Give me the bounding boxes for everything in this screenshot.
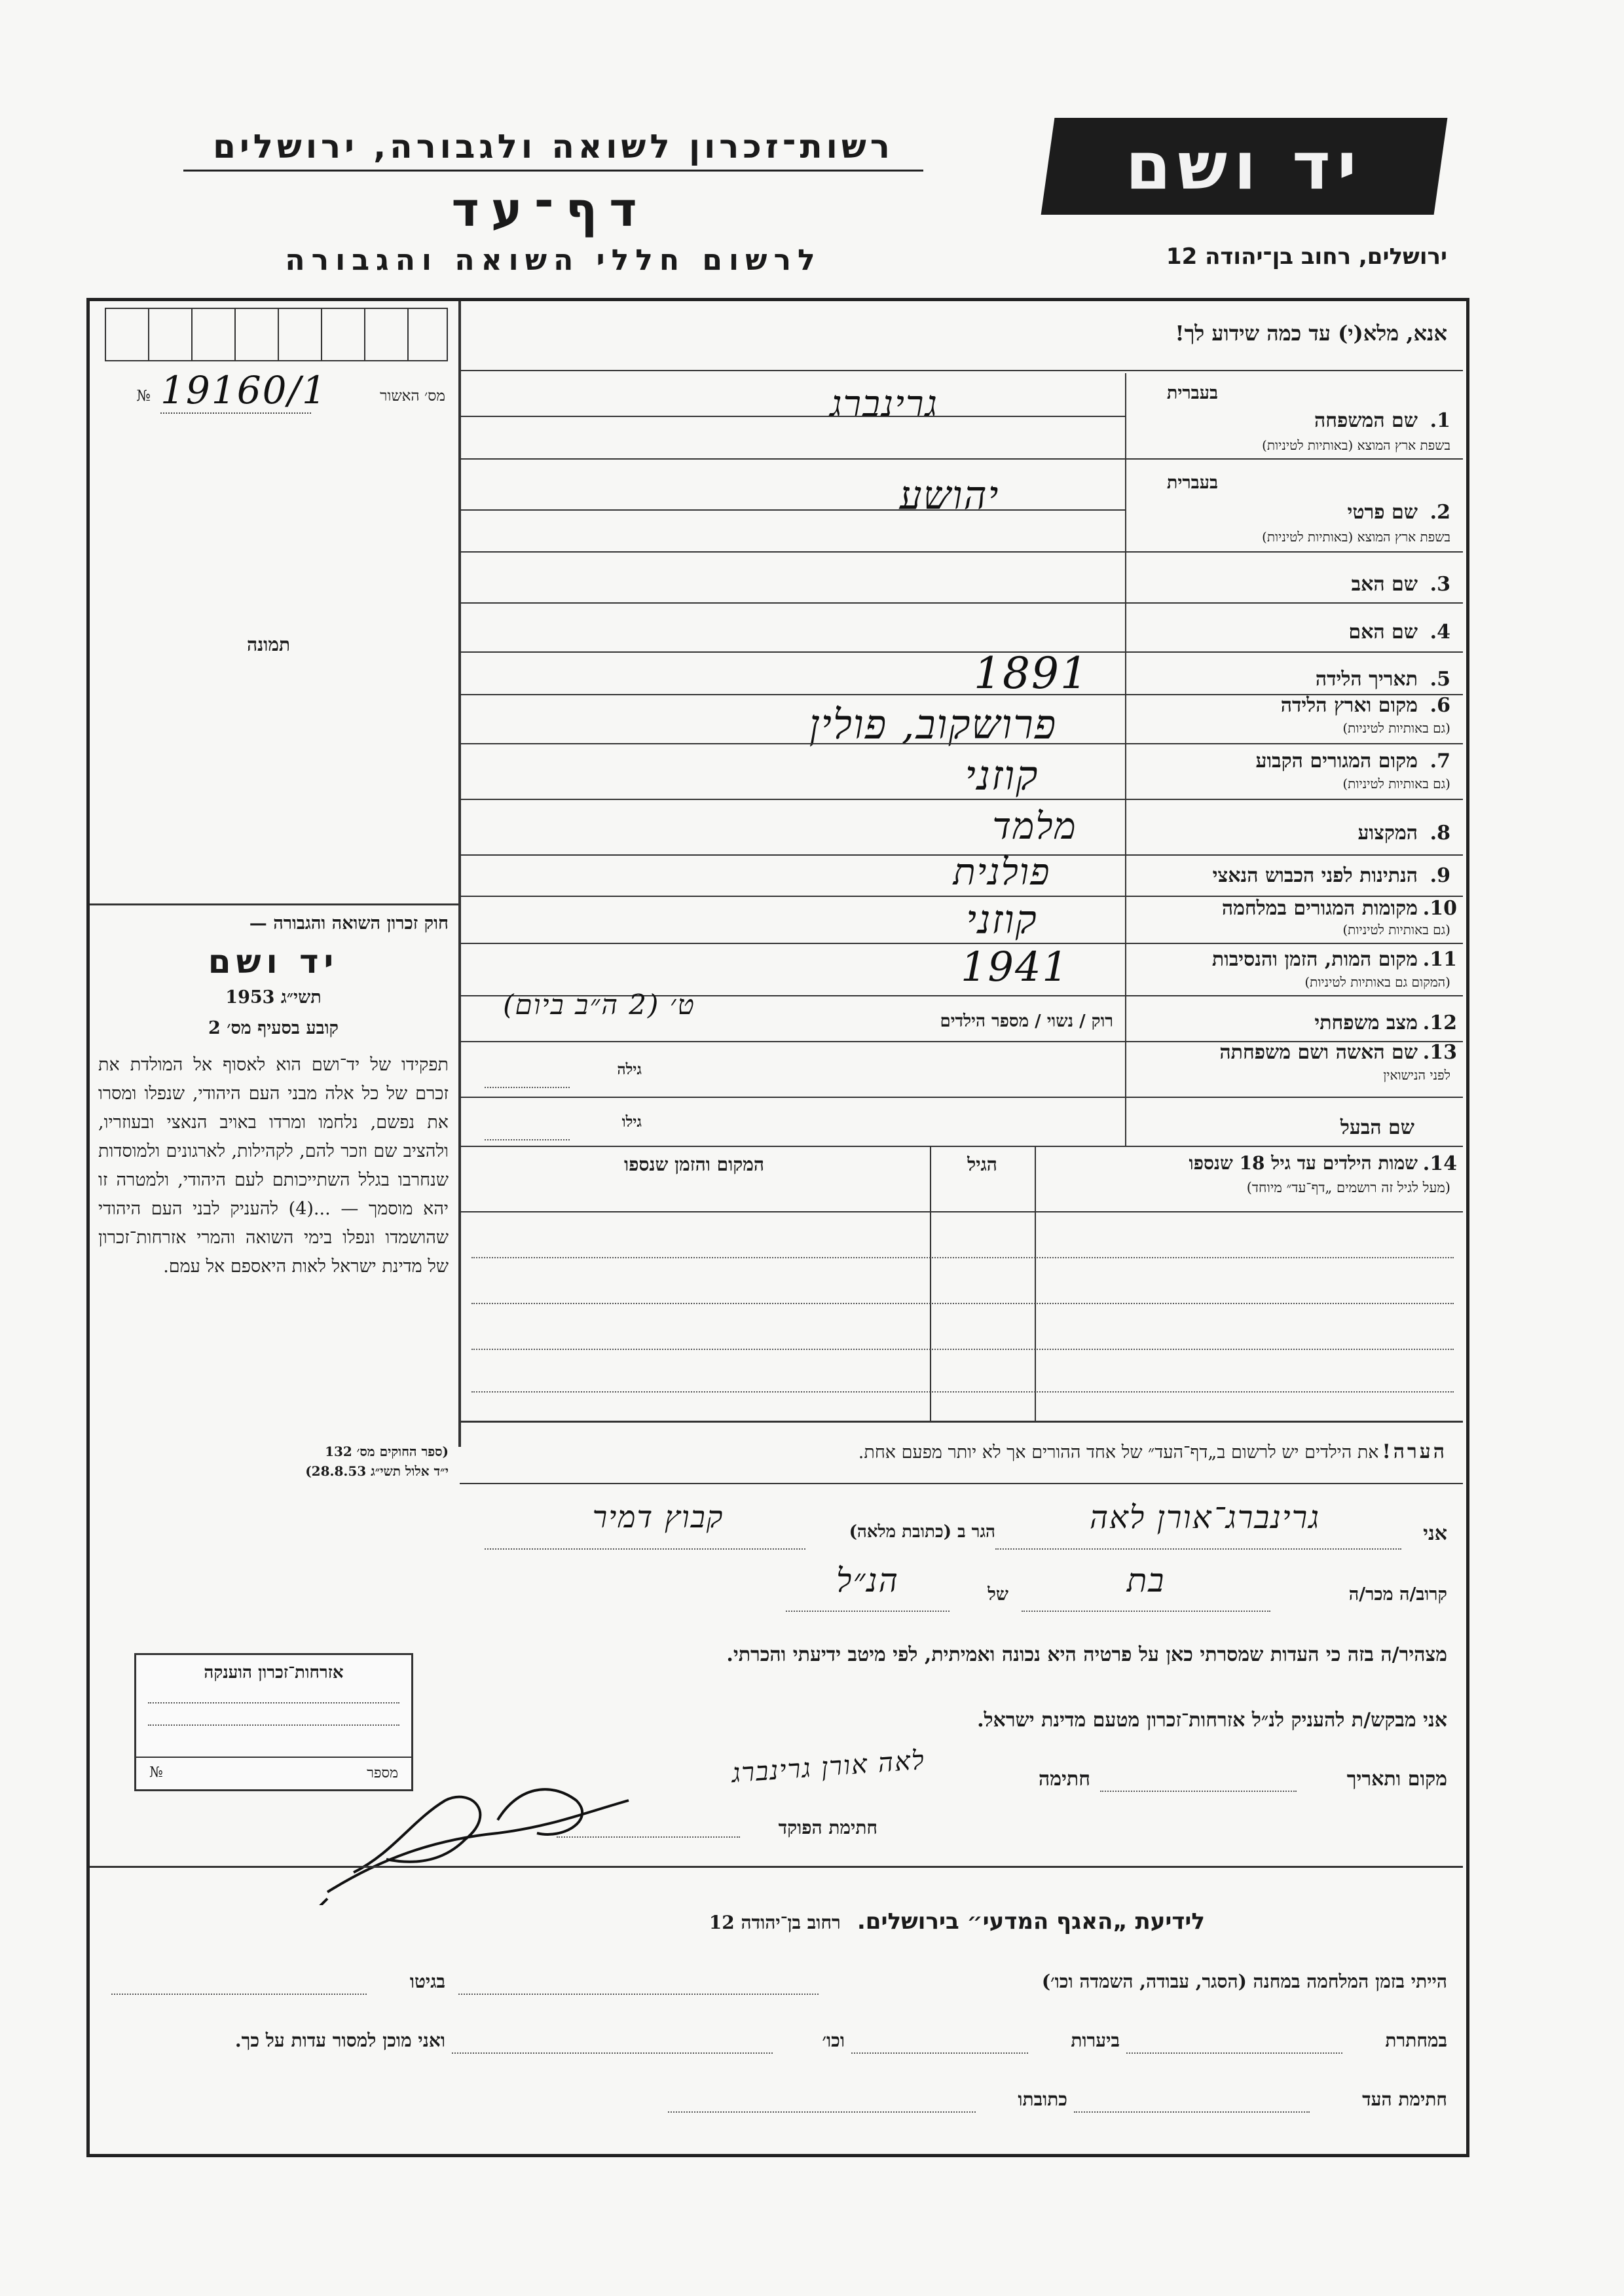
marital-value[interactable]: ט׳ (2 ה״ב ביום) [503,989,695,1021]
children-col-age: הגיל [967,1154,997,1175]
children-sub: (מעל לגיל זה רושמים „דף־עד״ מיוחד) [1246,1180,1450,1195]
ghetto-label: בגיטו [409,1971,445,1992]
citizenship-number-label: מספר [367,1765,398,1781]
form-title: דף־עד [451,182,649,237]
relative-value[interactable]: בת [1126,1561,1166,1599]
witness-sig-field[interactable] [1074,2111,1310,2113]
table-row[interactable] [471,1391,1454,1393]
field-num: 3. [1430,573,1450,596]
hebrew-tag: בעברית [1166,383,1218,403]
marital-options: רוק / נשוי / מספר הילדים [940,1011,1113,1031]
underground-field[interactable] [1126,2052,1342,2054]
law-name: יד ושם [208,943,339,981]
approval-no-sign: № [136,388,151,405]
declaration-text: מצהיר/ה בזה כי העדות שמסרתי כאן על פרטיה היא נכונה ואמיתית, לפי מיטב ידיעתי והכרתי. [726,1643,1447,1666]
declarant-address-value[interactable]: קבוץ דמיר [592,1499,724,1535]
field-num: 5. [1430,668,1450,691]
children-num: 14. [1422,1152,1457,1175]
field-num: 10. [1422,897,1457,920]
forests-label: ביערות [1071,2030,1120,2051]
field-sub: בשפת ארץ המוצא (באותיות לטיניות) [1262,437,1450,453]
field-label: מקומות המגורים במלחמה [1221,897,1418,920]
place-date-label: מקום ותאריך [1346,1768,1447,1791]
signature-value[interactable]: לאה אורן גרינברג [730,1745,927,1789]
family-name-value[interactable]: גרינברג [830,383,938,426]
field-num: 1. [1430,409,1450,432]
witness-sig-label: חתימת העד [1362,2088,1447,2110]
field-num: 9. [1430,864,1450,887]
underground-label: במחתרת [1385,2030,1447,2051]
field-num: 4. [1430,621,1450,644]
table-row[interactable] [471,1349,1454,1350]
field-num: 12. [1422,1011,1457,1034]
law-clause: קובע בסעיף מס׳ 2 [208,1018,339,1038]
field-num: 2. [1430,501,1450,524]
citizenship-value[interactable]: פולנית [953,851,1051,894]
declarant-ani: אני [1423,1522,1447,1545]
age-wife-label: גילה [617,1061,642,1078]
residence-value[interactable]: קוזני [965,752,1039,799]
field-label: שם המשפחה [1314,409,1418,432]
declarant-resides: הגר ב (כתובת מלאה) [849,1522,995,1542]
note-label: הערה! [1382,1440,1447,1463]
law-year: תשי״ג 1953 [225,987,322,1008]
place-date-field[interactable] [1100,1791,1297,1792]
field-label: שם האב [1351,573,1418,596]
field-sub: בשפת ארץ המוצא (באותיות לטיניות) [1262,529,1450,545]
field-label: מקום המגורים הקבוע [1255,750,1418,773]
field-label: הנתינות לפני הכבוש הנאצי [1212,864,1418,887]
birth-date-value[interactable]: 1891 [974,648,1089,699]
science-address: רחוב בן־יהודה 12 [709,1912,841,1933]
etc-label: וכו׳ [822,2030,845,2051]
of-value[interactable]: הנ״ל [836,1561,899,1599]
yad-vashem-logo [1041,118,1448,215]
field-num: 7. [1430,750,1450,773]
instruction: אנא, מלא(י) עד כמה שידוע לך! [1175,321,1447,346]
citizenship-no-sign: № [149,1764,163,1781]
request-text: אני מבקש/ת להעניק לנ״ל אזרחות־זכרון מטעם מדינת ישראל. [977,1709,1447,1732]
approval-label: מס׳ האשור [380,388,445,405]
relative-label: קרוב/ה מכר/ה [1348,1584,1447,1605]
first-name-value[interactable]: יהושע [899,473,1000,519]
field-label: מקום וארץ הלידה [1280,694,1418,717]
officer-signature-label: חתימת הפוקד [778,1817,877,1838]
ghetto-field[interactable] [111,1994,367,1995]
field-sub: לפני הנישואין [1383,1067,1450,1083]
form-subtitle: לרשום חללי השואה והגבורה [285,244,822,277]
signature-label: חתימה [1039,1768,1090,1791]
wartime-residence-value[interactable]: קוזני [966,897,1038,943]
ruler-boxes [105,308,448,361]
of-label: של [987,1584,1008,1605]
approval-number: 19160/1 [160,368,327,412]
hebrew-tag: בעברית [1166,473,1218,493]
forests-field[interactable] [851,2052,1028,2054]
death-value[interactable]: 1941 [961,943,1069,991]
field-num: 8. [1430,822,1450,845]
field-label: המקצוע [1357,822,1418,845]
note-text: את הילדים יש לרשום ב„דף־העד״ של אחד ההורים אך לא יותר מפעם אחת. [858,1442,1379,1463]
field-label: מצב משפחתי [1314,1011,1418,1034]
law-title: חוק זכרון השואה והגבורה — [249,913,449,934]
field-sub: (גם באותיות לטיניות) [1342,776,1450,792]
husband-age-label: גילו [621,1113,642,1131]
field-num: 6. [1430,694,1450,717]
camp-field[interactable] [458,1994,819,1995]
field-sub: (גם באותיות לטיניות) [1342,922,1450,938]
photo-label: תמונה [246,634,291,655]
field-sub: (גם באותיות לטיניות) [1342,720,1450,736]
science-title: לידיעת „האגף המדעי״ בירושלים. [857,1908,1205,1935]
logo-text: יד ושם [1125,128,1363,204]
field-sub: (המקום גם באותיות לטיניות) [1304,974,1450,990]
witness-address-label: כתובתו [1018,2088,1067,2110]
law-body: תפקידו של יד־ושם הוא לאסוף אל המולדת את זכרם של כל אלה מבני העם היהודי, שנפלו ומסרו את נפשם, נלחמו ומרדו באויב הנאצי ובעוזריו, ולהציב שם וזכר להם, לקהילות, לארגונים ולמוסדות שנחרבו בגלל השתייכותם לעם היהודי, ולמטרה זו יהא מוסמך — ...(4) להעניק לבני העם היהודי שהושמדו ונפלו בימי השואה והמרי אזרחות־זכרון של מדינת ישראל לאות היאספם אל עמם. [98,1055,449,1277]
children-label: שמות הילדים עד גיל 18 שנספו [1189,1152,1418,1174]
note [471,1440,1447,1463]
table-row[interactable] [471,1303,1454,1304]
field-label: שם פרטי [1347,501,1418,524]
field-num: 13. [1422,1041,1457,1064]
birthplace-value[interactable]: פרושקוב, פולין [809,701,1058,748]
org-title: רשות־זכרון לשואה ולגבורה, ירושלים [183,128,923,172]
husband-label: שם הבעל [1340,1116,1414,1139]
science-header [511,1908,1205,1935]
declarant-name-value[interactable]: גרינברג־אורן לאה [1089,1499,1321,1536]
profession-value[interactable]: מלמד [992,805,1077,848]
field-num: 11. [1422,948,1457,971]
law-source: (ספר החוקים מס׳ 132 [325,1444,449,1459]
ready-text: ואני מוכן למסור עדות על כך. [234,2030,445,2051]
witness-address-field[interactable] [668,2111,976,2113]
law-source-date: י״ד אלול תשי״ג 28.8.53) [305,1463,449,1479]
field-label: תאריך הלידה [1315,668,1418,691]
etc-field[interactable] [452,2052,773,2054]
citizenship-box-title: אזרחות־זכרון הוענקה [204,1663,344,1683]
children-col-place: המקום והזמן שנספו [624,1154,764,1175]
citizenship-box [134,1653,413,1791]
header-address: ירושלים, רחוב בן־יהודה 12 [1166,244,1447,270]
field-label: שם האשה ושם משפחתה [1219,1041,1418,1064]
field-label: שם האם [1348,621,1418,644]
science-line1: הייתי בזמן המלחמה במחנה (הסגר, עבודה, השמדה וכו׳) [1041,1971,1447,1992]
field-label: מקום המות, הזמן והנסיבות [1211,948,1418,971]
table-row[interactable] [471,1257,1454,1258]
